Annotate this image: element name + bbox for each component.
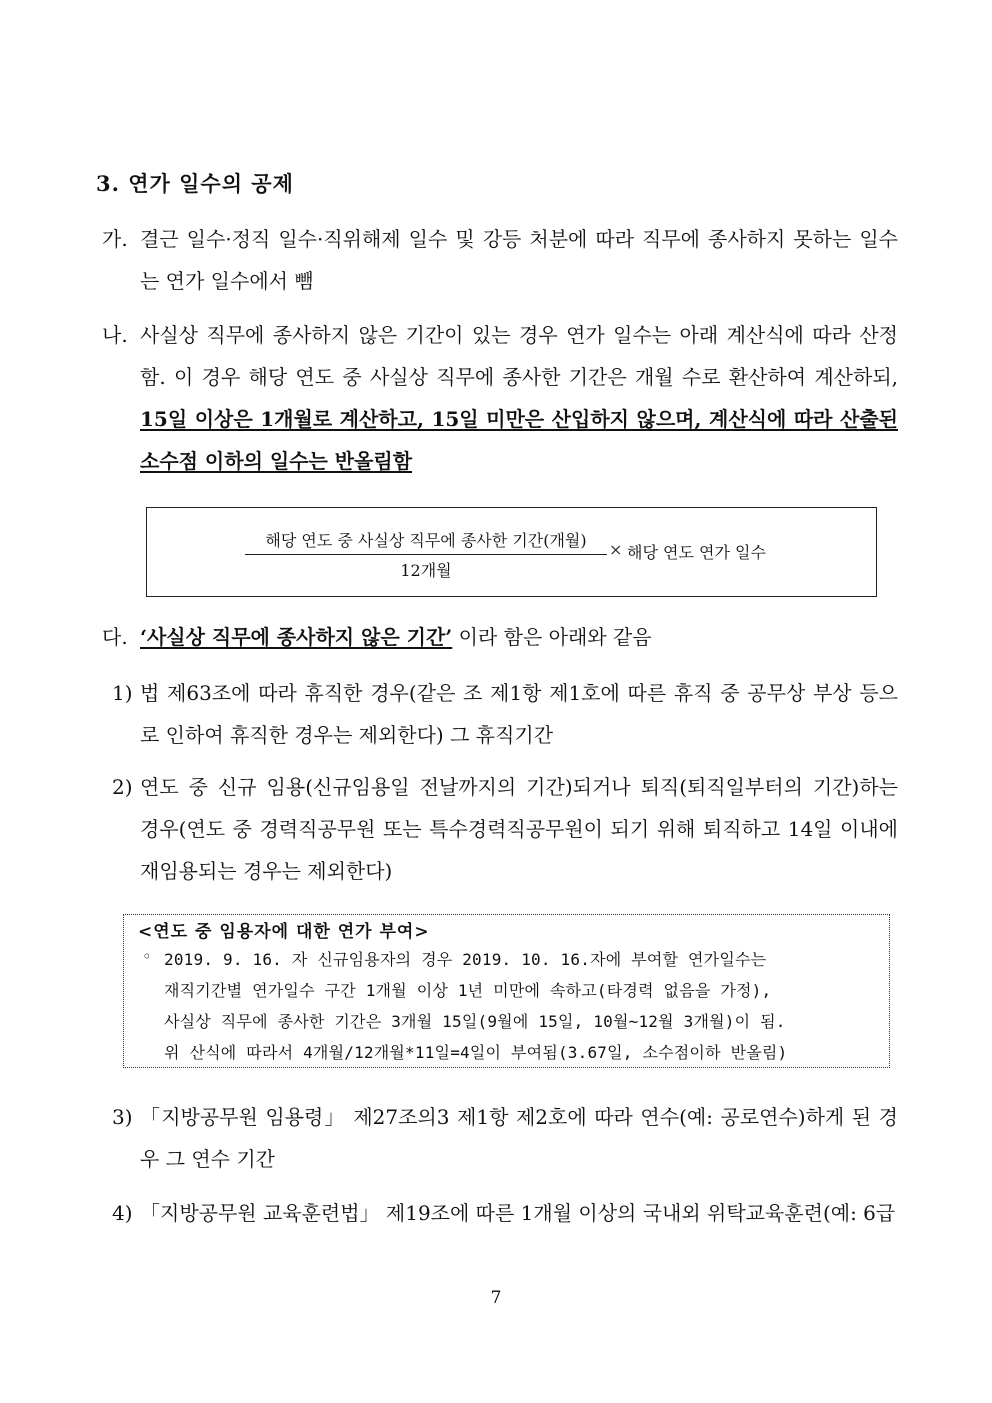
formula-multiplier: 해당 연도 연가 일수 [627, 543, 766, 562]
list-item [112, 1192, 898, 1234]
formula-denominator: 12개월 [400, 561, 452, 580]
example-line: 사실상 직무에 종사한 기간은 3개월 15일(9월에 15일, 10월~12월 3개월)이 됨. [164, 1012, 786, 1031]
paragraph-text: 결근 일수·정직 일수·직위해제 일수 및 강등 처분에 따라 직무에 종사하지 못하는 일수는 연가 일수에서 뺌 [140, 227, 898, 293]
example-line: 위 산식에 따라서 4개월/12개월*11일=4일이 부여됨(3.67일, 소수점이하 반올림) [164, 1043, 788, 1062]
list-item-marker: 1) [112, 681, 133, 705]
paragraph-text: 사실상 직무에 종사하지 않은 기간이 있는 경우 연가 일수는 아래 계산식에 따라 산정함. 이 경우 해당 연도 중 사실상 직무에 종사한 기간은 개월 수로 환산하여 계산하되, [140, 323, 898, 389]
example-title: <연도 중 임용자에 대한 연가 부여> [138, 922, 430, 942]
defined-term: ‘사실상 직무에 종사하지 않은 기간’ [140, 625, 453, 649]
list-item-text: 「지방공무원 교육훈련법」 제19조에 따른 1개월 이상의 국내외 위탁교육훈련(예: 6급 [140, 1201, 896, 1225]
list-item [112, 1096, 898, 1180]
bullet-icon: ◦ [142, 947, 152, 966]
list-item [112, 672, 898, 756]
list-item-text: 연도 중 신규 임용(신규임용일 전날까지의 기간)되거나 퇴직(퇴직일부터의 기간)하는 경우(연도 중 경력직공무원 또는 특수경력직공무원이 되기 위해 퇴직하고 14일 이내에 재임용되는 경우는 제외한다) [140, 775, 898, 883]
paragraph-marker: 다. [102, 625, 128, 649]
list-item-marker: 4) [112, 1201, 133, 1225]
formula-numerator: 해당 연도 중 사실상 직무에 종사한 기간(개월) [245, 528, 607, 555]
list-item-marker: 2) [112, 775, 133, 799]
example-line: 재직기간별 연가일수 구간 1개월 이상 1년 미만에 속하고(타경력 없음을 가정), [164, 981, 772, 1000]
paragraph-marker: 가. [102, 227, 128, 251]
page-number: 7 [490, 1288, 502, 1308]
formula-operator: × [609, 540, 623, 559]
list-item-text: 법 제63조에 따라 휴직한 경우(같은 조 제1항 제1호에 따른 휴직 중 공무상 부상 등으로 인하여 휴직한 경우는 제외한다) 그 휴직기간 [140, 681, 898, 747]
paragraph-marker: 나. [102, 323, 128, 347]
paragraph-ga [102, 218, 898, 302]
formula-box [146, 507, 877, 597]
paragraph-da [102, 616, 898, 658]
paragraph-na [102, 314, 898, 482]
list-item-text: 「지방공무원 임용령」 제27조의3 제1항 제2호에 따라 연수(예: 공로연수)하게 된 경우 그 연수 기간 [140, 1105, 898, 1171]
list-item [112, 766, 898, 892]
example-line: 2019. 9. 16. 자 신규임용자의 경우 2019. 10. 16.자에 부여할 연가일수는 [164, 950, 767, 969]
formula-fraction [245, 528, 607, 581]
paragraph-text: 이라 함은 아래와 같음 [458, 625, 652, 649]
section-heading: 3. 연가 일수의 공제 [96, 171, 294, 196]
emphasized-text: 15일 이상은 1개월로 계산하고, 15일 미만은 산입하지 않으며, 계산식에 따라 산출된 소수점 이하의 일수는 반올림함 [140, 407, 898, 473]
list-item-marker: 3) [112, 1105, 133, 1129]
example-box [123, 914, 890, 1068]
